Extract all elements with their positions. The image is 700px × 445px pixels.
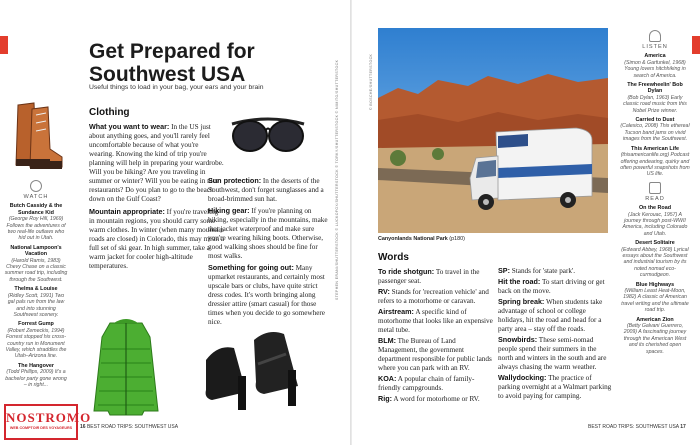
listen-item: The Freewheelin' Bob Dylan (Bob Dylan, 1963) Early classic road music from this Nobel Prize winner. — [623, 82, 687, 114]
listen-read-sidebar — [620, 30, 690, 358]
heeled-sandals-image — [200, 320, 310, 415]
tv-icon — [30, 180, 42, 192]
watch-item: Forrest Gump (Robert Zemeckis, 1994) Forrest stopped his cross-country run in Monument Valley, which straddles the Utah–Arizona line. — [5, 321, 67, 360]
word-entry: BLM: The Bureau of Land Management, the government department responsible for public lands where you can park with an RV. — [378, 336, 492, 372]
word-entry: SP: Stands for 'state park'. — [498, 266, 576, 275]
canyonlands-photo — [378, 28, 608, 233]
photo-caption: Canyonlands National Park (p180) — [378, 236, 465, 242]
puffer-jacket-image — [92, 315, 160, 420]
watch-item: Thelma & Louise (Ridley Scott, 1991) Two gal pals run from the law and into stunning Southwest scenery. — [7, 286, 65, 318]
clothing-paragraph: Hiking gear: If you're planning on hiking, especially in the mountains, make that jacket waterproof and make sure you're wearing hiking boots. Otherwise, good walking shoes should be fine for most walks. — [208, 206, 328, 260]
read-heading: READ — [645, 195, 665, 202]
page-folio-left: 16 BEST ROAD TRIPS: SOUTHWEST USA — [80, 424, 179, 430]
photo-credits: STEPHEN ERANI/SHUTTERSTOCK © LUCKOFOX/SHUTTERSTOCK © TORKY/SHUTTERSTOCK © NIMITO/SHUTTERSTOCK — [335, 59, 339, 300]
page-subtitle: Useful things to load in your bag, your ears and your brain — [89, 84, 264, 91]
chapter-tab-right — [692, 36, 700, 54]
watch-sidebar — [4, 180, 68, 391]
clothing-paragraph: Something for going out: Many upmarket restaurants, and certainly most upscale bars or clubs, have quite strict dress codes. It's worth bringing along dressier attire (smart casual) for those times when you decide to go somewhere nice. — [208, 263, 325, 326]
clothing-paragraph: What you want to wear: In the US just about anything goes, and you'll rarely feel uncomfortable because of what you're wearing. Knowing the kind of trip you're planning will help in preparing your wardrobe. Will you be hiking? Are you traveling in summer or winter? Will you be eating in nice restaurants? Do you plan to go to the beach down on the Gulf Coast? — [89, 122, 224, 203]
clothing-column-1 — [89, 107, 225, 271]
chapter-tab — [0, 36, 8, 54]
word-entry: Rig: A word for motorhome or RV. — [378, 394, 480, 403]
word-entry: Wallydocking: The practice of parking overnight at a Walmart parking to avoid paying for camping. — [498, 373, 612, 400]
listen-item: Carried to Dust (Calexico, 2008) This ethereal Tucson band jams on vivid images from the Southwest. — [620, 117, 690, 143]
hiking-boots-image — [10, 95, 66, 175]
watch-item: The Hangover (Todd Phillips, 2009) It's a bachelor party gone wrong – in right... — [5, 362, 67, 388]
watch-heading: WATCH — [23, 194, 49, 200]
clothing-paragraph: Sun protection: In the deserts of the Southwest, don't forget sunglasses and a broad-brimmed sun hat. — [208, 176, 324, 203]
words-column-2 — [498, 266, 612, 401]
listen-item: America (Simon & Garfunkel, 1968) Young lovers hitchhiking in search of America. — [624, 53, 686, 79]
page-folio-right: BEST ROAD TRIPS: SOUTHWEST USA 17 — [588, 424, 686, 430]
word-entry: RV: Stands for 'recreation vehicle' and refers to a motorhome or caravan. — [378, 287, 489, 305]
clothing-paragraph: Mountain appropriate: If you're traveling in mountain regions, you should carry some warm clothes. In winter (when many mountain roads are closed) in Colorado, this may mean a full set of ski gear. In high summer, take a warm jacket for cooler high-altitude temperatures. — [89, 207, 225, 270]
word-entry: Snowbirds: These semi-nomad people spend their summers in the north and winters in the south and are always chasing the warm weather. — [498, 335, 607, 371]
listen-item: This American Life (thisamericanlife.org) Podcast offering endearing, quirky and often powerful snapshots from US life. — [620, 145, 690, 178]
word-entry: KOA: A popular chain of family-friendly campgrounds. — [378, 374, 475, 392]
watch-item: National Lampoon's Vacation (Harold Ramis, 1983) Chevy Chase on a classic summer road trip, including through the Southwest. — [4, 244, 68, 283]
read-item: Blue Highways (William Least Heat-Moon, 1982) A classic of American travel writing and the ultimate road trip. — [621, 281, 689, 314]
watch-item: Butch Cassidy & the Sundance Kid (George Roy Hill, 1969) Follows the adventures of two real-life outlaws who hid out in Utah. — [6, 203, 66, 242]
read-item: Desert Solitaire (Edward Abbey, 1968) Lyrical essays about the Southwest and industrial tourism by its noted nomad eco-curmudgeon. — [621, 240, 689, 279]
clothing-column-2 — [208, 176, 328, 327]
words-column-1 — [378, 252, 496, 404]
headphones-icon — [649, 30, 661, 42]
words-heading: Words — [378, 252, 409, 263]
word-entry: To ride shotgun: To travel in the passenger seat. — [378, 267, 480, 285]
read-item: American Zion (Betty Galvani Guerrero, 2009) A fascinating journey through the American West and its cherished open spaces. — [623, 316, 687, 355]
word-entry: Hit the road: To start driving or get back on the move. — [498, 277, 605, 295]
page-title: Get Prepared for Southwest USA — [89, 40, 255, 86]
nostromo-logo: NOSTROMO WEB COMPTOIR DES VOYAGEURS — [4, 404, 78, 440]
read-item: On the Road (Jack Kerouac, 1957) A journey through post-WWII America, including Colorado and Utah. — [622, 205, 688, 237]
listen-heading: LISTEN — [642, 44, 668, 50]
photo-credit-right: © BOSCHE/SHUTTERSTOCK — [369, 53, 373, 110]
clothing-heading: Clothing — [89, 107, 130, 118]
sunglasses-image — [228, 110, 308, 160]
word-entry: Spring break: When students take advantage of school or college holidays, hit the road and head for a party area – stay off the roads. — [498, 297, 603, 333]
book-icon — [649, 182, 661, 194]
word-entry: Airstream: A specific kind of motorhome that looks like an expensive metal tube. — [378, 307, 493, 334]
